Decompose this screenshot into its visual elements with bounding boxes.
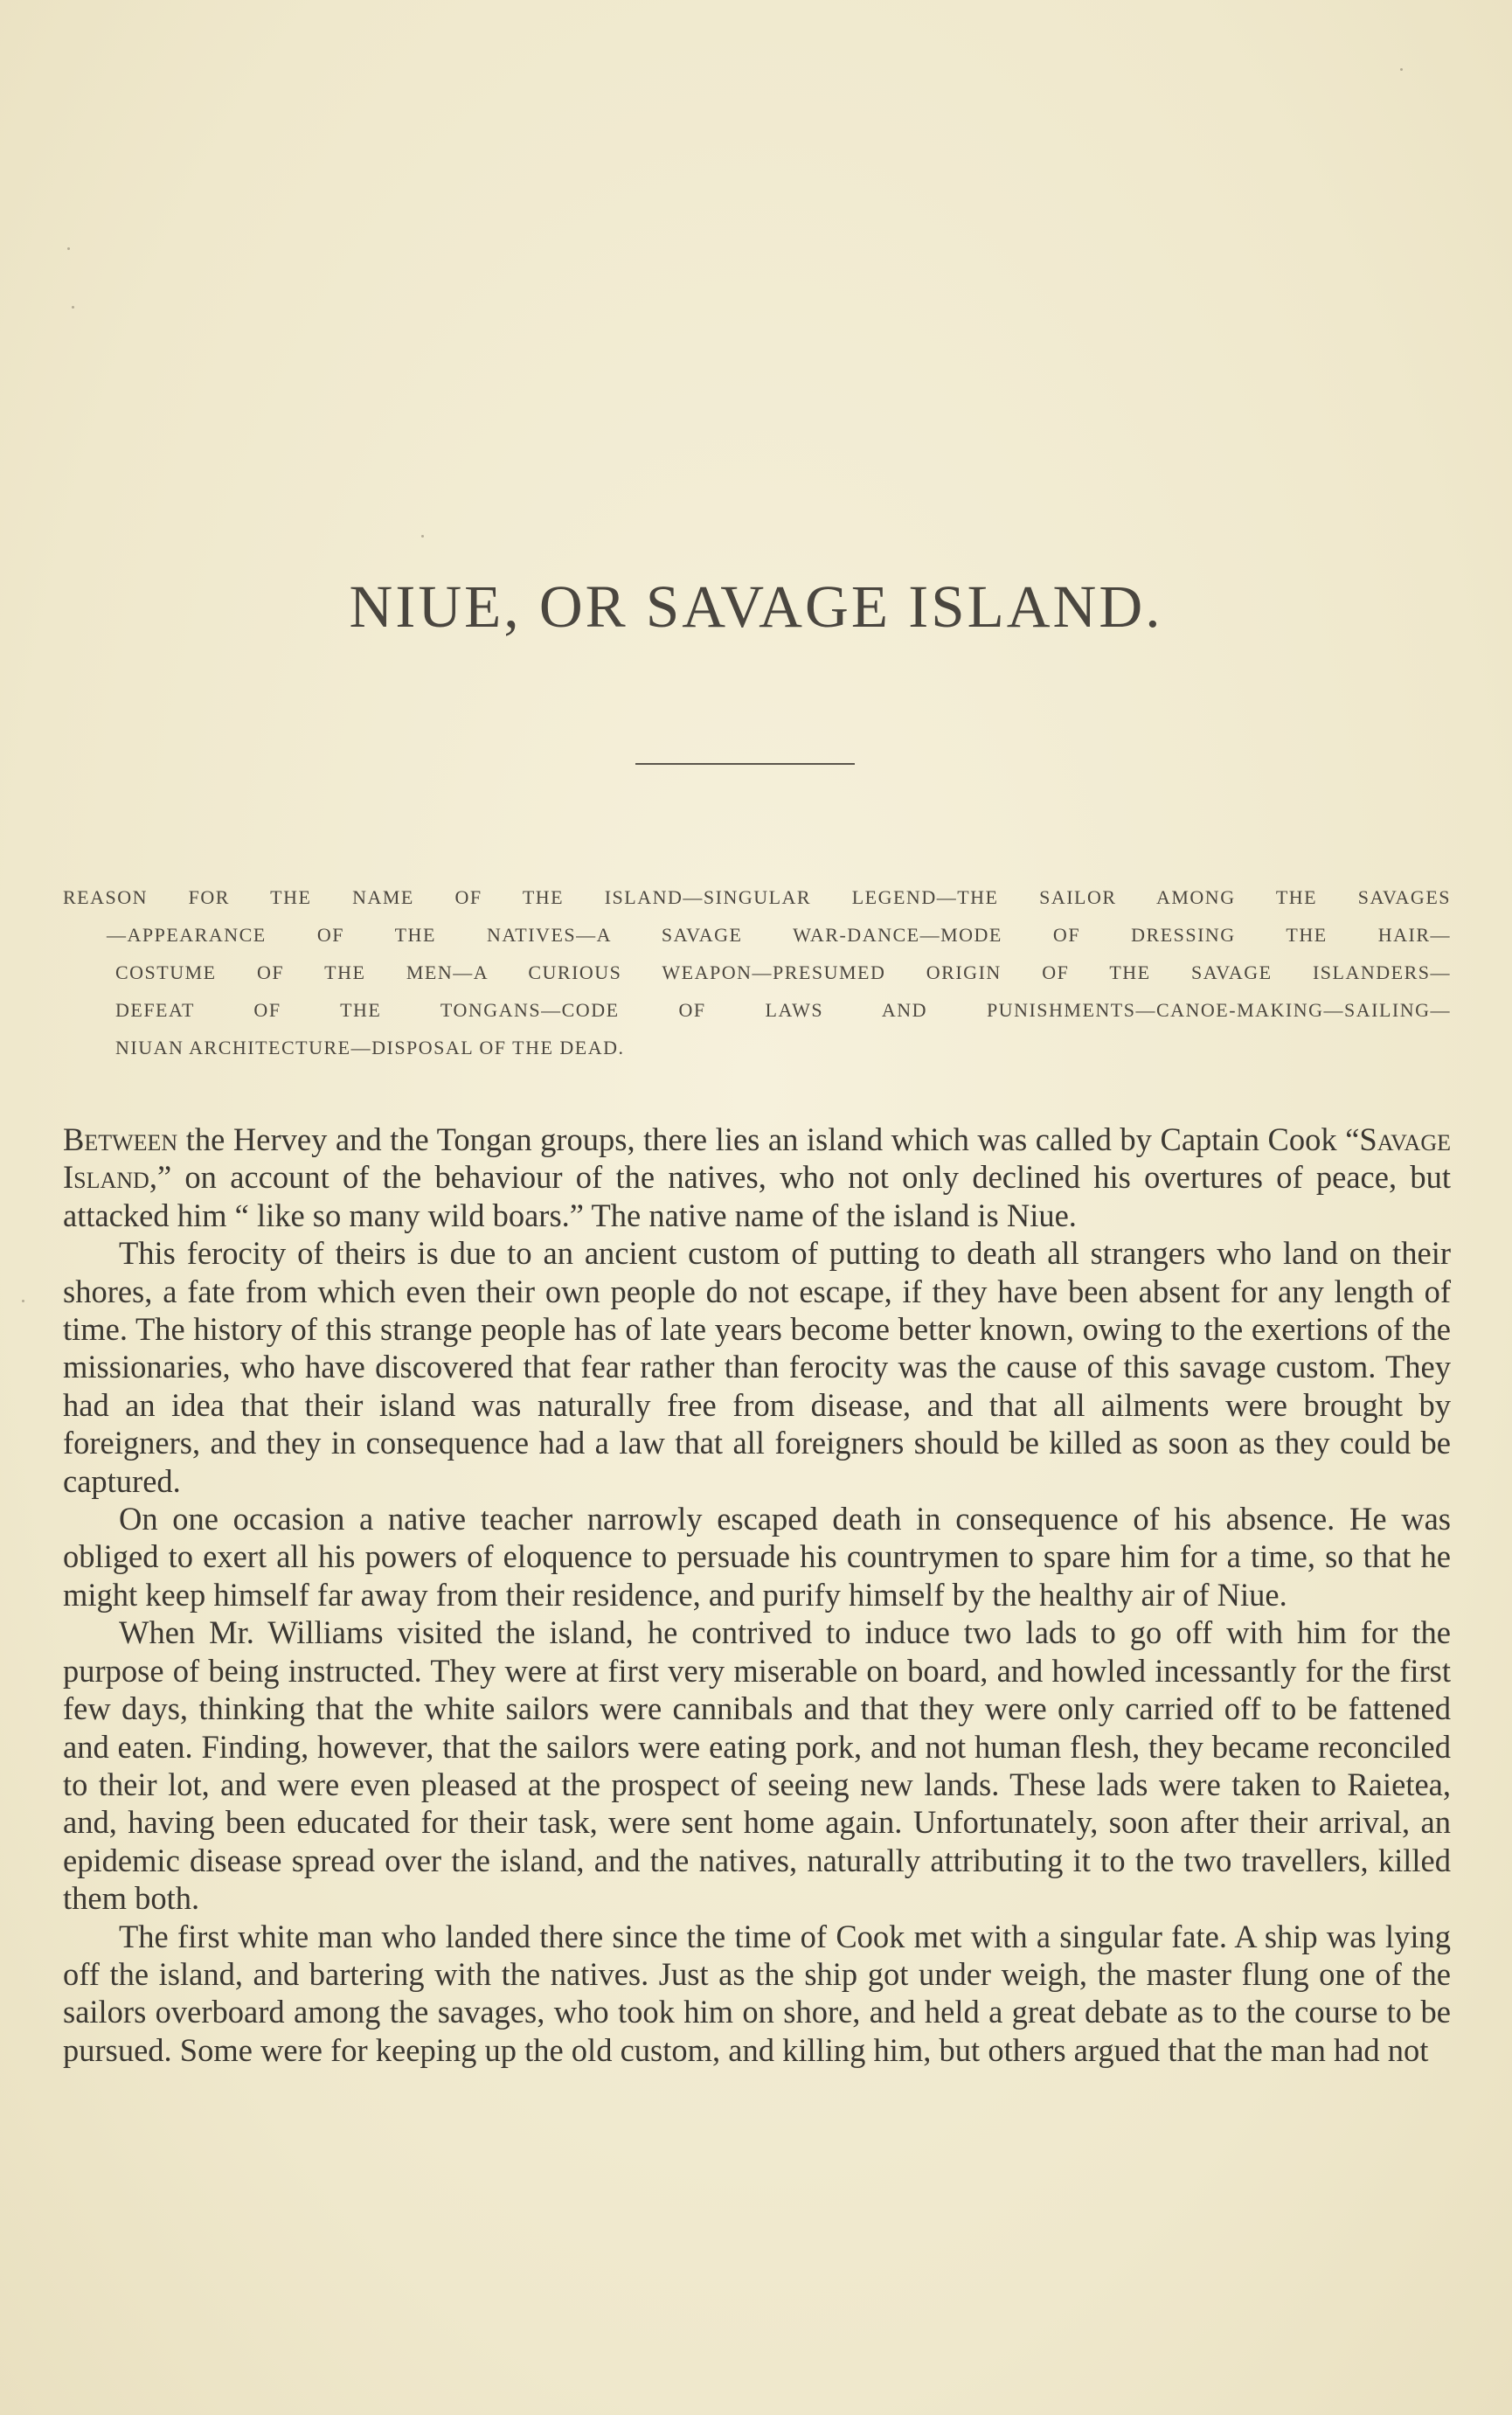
paper-speck [72,306,74,309]
paper-speck [22,1300,24,1302]
paragraph: When Mr. Williams visited the island, he contrived to induce two lads to go off with him for the purpose of being instructed. They were at first very miserable on board, and howled incessantly for the first few days, thinking that the white sailors were cannibals and that they were only carried off to be fattened and eaten. Finding, however, that the sailors were eating pork, and not human flesh, they became reconciled to their lot, and were even pleased at the prospect of seeing new lands. These lads were taken to Raietea, and, having been educated for their task, were sent home again. Unfortunately, soon after their arrival, an epidemic disease spread over the island, and the natives, naturally attributing it to the two travellers, killed them both. [63,1614,1451,1917]
synopsis-line: NIUAN ARCHITECTURE—DISPOSAL OF THE DEAD. [115,1037,625,1058]
synopsis-line: REASON FOR THE NAME OF THE ISLAND—SINGULAR LEGEND—THE SAILOR AMONG THE SAVAGES [63,886,1451,908]
paragraph: The first white man who landed there since the time of Cook met with a singular fate. A ship was lying off the island, and bartering with the natives. Just as the ship got under weigh, the master flung one of the sailors overboard among the savages, who took him on shore, and held a great debate as to the course to be pursued. Some were for keeping up the old custom, and killing him, but others argued that the man had not [63,1918,1451,2068]
synopsis-line: —APPEARANCE OF THE NATIVES—A SAVAGE WAR-DANCE—MODE OF DRESSING THE HAIR— [107,924,1451,946]
paper-speck [421,535,424,538]
paragraph [63,1121,1451,1234]
lead-word: Between [63,1121,178,1157]
chapter-title: NIUE, OR SAVAGE ISLAND. [349,573,1163,640]
quoted-name: Savage Island [63,1121,1451,1196]
chapter-synopsis [63,878,1451,1066]
title-divider-rule [635,763,855,765]
synopsis-line: DEFEAT OF THE TONGANS—CODE OF LAWS AND PUNISHMENTS—CANOE-MAKING—SAILING— [115,999,1451,1021]
paragraph-text: ,” on account of the behaviour of the natives, who not only declined his overtures of peace, but attacked him “ like so many wild boars.” The native name of the island is Niue. [63,1159,1451,1233]
body-text [63,1121,1451,2069]
paragraph-text: the Hervey and the Tongan groups, there lies an island which was called by Captain Cook “ [177,1121,1360,1157]
paper-speck [67,247,70,250]
paragraph: On one occasion a native teacher narrowly escaped death in consequence of his absence. He was obliged to exert all his powers of eloquence to persuade his countrymen to spare him for a time, so that he might keep himself far away from their residence, and purify himself by the healthy air of Niue. [63,1501,1451,1613]
paper-speck [1400,68,1403,71]
synopsis-line: COSTUME OF THE MEN—A CURIOUS WEAPON—PRESUMED ORIGIN OF THE SAVAGE ISLANDERS— [115,961,1451,983]
paragraph: This ferocity of theirs is due to an ancient custom of putting to death all strangers who land on their shores, a fate from which even their own people do not escape, if they have been absent for any length of time. The history of this strange people has of late years become better known, owing to the exertions of the missionaries, who have discovered that fear rather than ferocity was the cause of this savage custom. They had an idea that their island was naturally free from disease, and that all ailments were brought by foreigners, and they in consequence had a law that all foreigners should be killed as soon as they could be captured. [63,1235,1451,1499]
